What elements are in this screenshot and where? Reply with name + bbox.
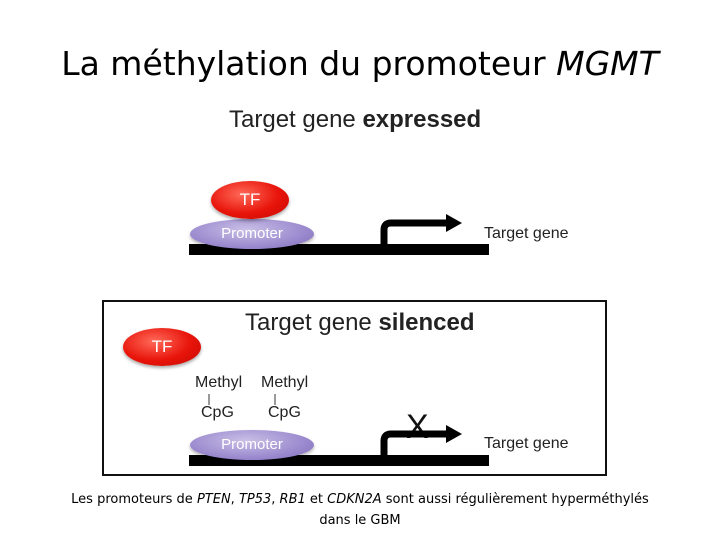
caption-gene-pten: PTEN: [196, 492, 231, 507]
arrowhead-silenced-icon: [446, 425, 462, 443]
title-text: La méthylation du promoteur: [61, 44, 557, 83]
caption-sep-2: ,: [271, 492, 280, 507]
methyl-label-2: Methyl: [261, 374, 309, 391]
silenced-heading-bold: silenced: [378, 309, 475, 336]
caption-text-1: Les promoteurs de: [71, 492, 197, 507]
slide-caption: [0, 489, 720, 531]
caption-sep-3: et: [305, 492, 328, 507]
caption-gene-tp53: TP53: [238, 492, 272, 507]
transcription-arrow-expressed: [384, 223, 447, 245]
arrowhead-expressed-icon: [446, 214, 462, 232]
promoter-silenced-label: Promoter: [221, 436, 283, 453]
caption-gene-rb1: RB1: [279, 492, 306, 507]
caption-text-2: sont aussi régulièrement hyperméthylés: [381, 492, 649, 507]
expressed-heading-bold: expressed: [362, 106, 482, 133]
tf-silenced-label: TF: [151, 337, 173, 356]
caption-sep-1: ,: [230, 492, 239, 507]
cpg-label-2: CpG: [268, 404, 301, 421]
silenced-heading-prefix: Target gene: [245, 309, 379, 336]
target-gene-label-silenced: Target gene: [484, 435, 569, 452]
caption-line-2: dans le GBM: [319, 513, 401, 528]
caption-gene-cdkn2a: CDKN2A: [327, 492, 382, 507]
promoter-expressed-label: Promoter: [221, 225, 283, 242]
title-gene: MGMT: [556, 44, 659, 83]
block-mark: X: [406, 408, 429, 446]
target-gene-label-expressed: Target gene: [484, 225, 569, 242]
methyl-label-1: Methyl: [195, 374, 243, 391]
tf-expressed-label: TF: [239, 190, 261, 209]
expressed-heading-prefix: Target gene: [229, 106, 363, 133]
transcription-arrow-silenced: [384, 434, 447, 456]
cpg-label-1: CpG: [201, 404, 234, 421]
